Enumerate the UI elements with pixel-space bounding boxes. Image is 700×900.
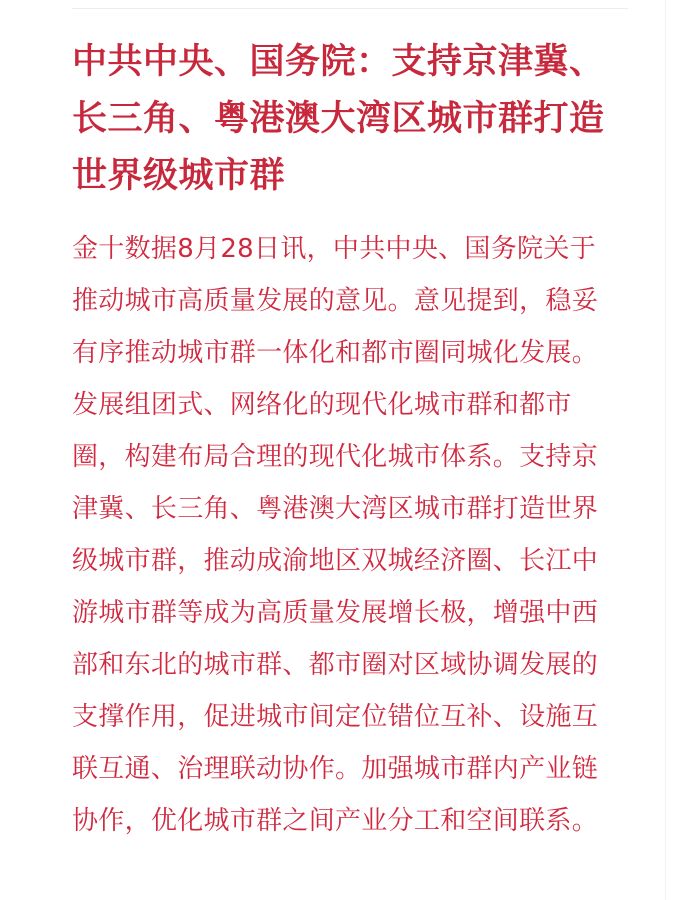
right-edge-line bbox=[665, 0, 666, 900]
body-line: 津冀、长三角、粤港澳大湾区城市群打造世界 bbox=[72, 494, 599, 524]
headline-line: 中共中央、国务院：支持京津冀、 bbox=[72, 42, 605, 82]
body-line: 金十数据8月28日讯，中共中央、国务院关于 bbox=[72, 234, 596, 264]
article bbox=[72, 34, 632, 847]
body-line: 发展组团式、网络化的现代化城市群和都市 bbox=[72, 390, 572, 420]
top-divider bbox=[72, 8, 628, 9]
article-body bbox=[72, 223, 632, 847]
body-line: 圈，构建布局合理的现代化城市体系。支持京 bbox=[72, 442, 599, 472]
body-line: 有序推动城市群一体化和都市圈同城化发展。 bbox=[72, 338, 599, 368]
body-line: 支撑作用，促进城市间定位错位互补、设施互 bbox=[72, 702, 599, 732]
body-line: 联互通、治理联动协作。加强城市群内产业链 bbox=[72, 754, 599, 784]
article-headline bbox=[72, 34, 632, 205]
body-line: 游城市群等成为高质量发展增长极，增强中西 bbox=[72, 598, 599, 628]
body-line: 级城市群，推动成渝地区双城经济圈、长江中 bbox=[72, 546, 599, 576]
headline-line: 世界级城市群 bbox=[72, 156, 286, 196]
body-line: 协作，优化城市群之间产业分工和空间联系。 bbox=[72, 806, 599, 836]
body-line: 推动城市高质量发展的意见。意见提到，稳妥 bbox=[72, 286, 599, 316]
headline-line: 长三角、粤港澳大湾区城市群打造 bbox=[72, 99, 605, 139]
body-line: 部和东北的城市群、都市圈对区域协调发展的 bbox=[72, 650, 599, 680]
